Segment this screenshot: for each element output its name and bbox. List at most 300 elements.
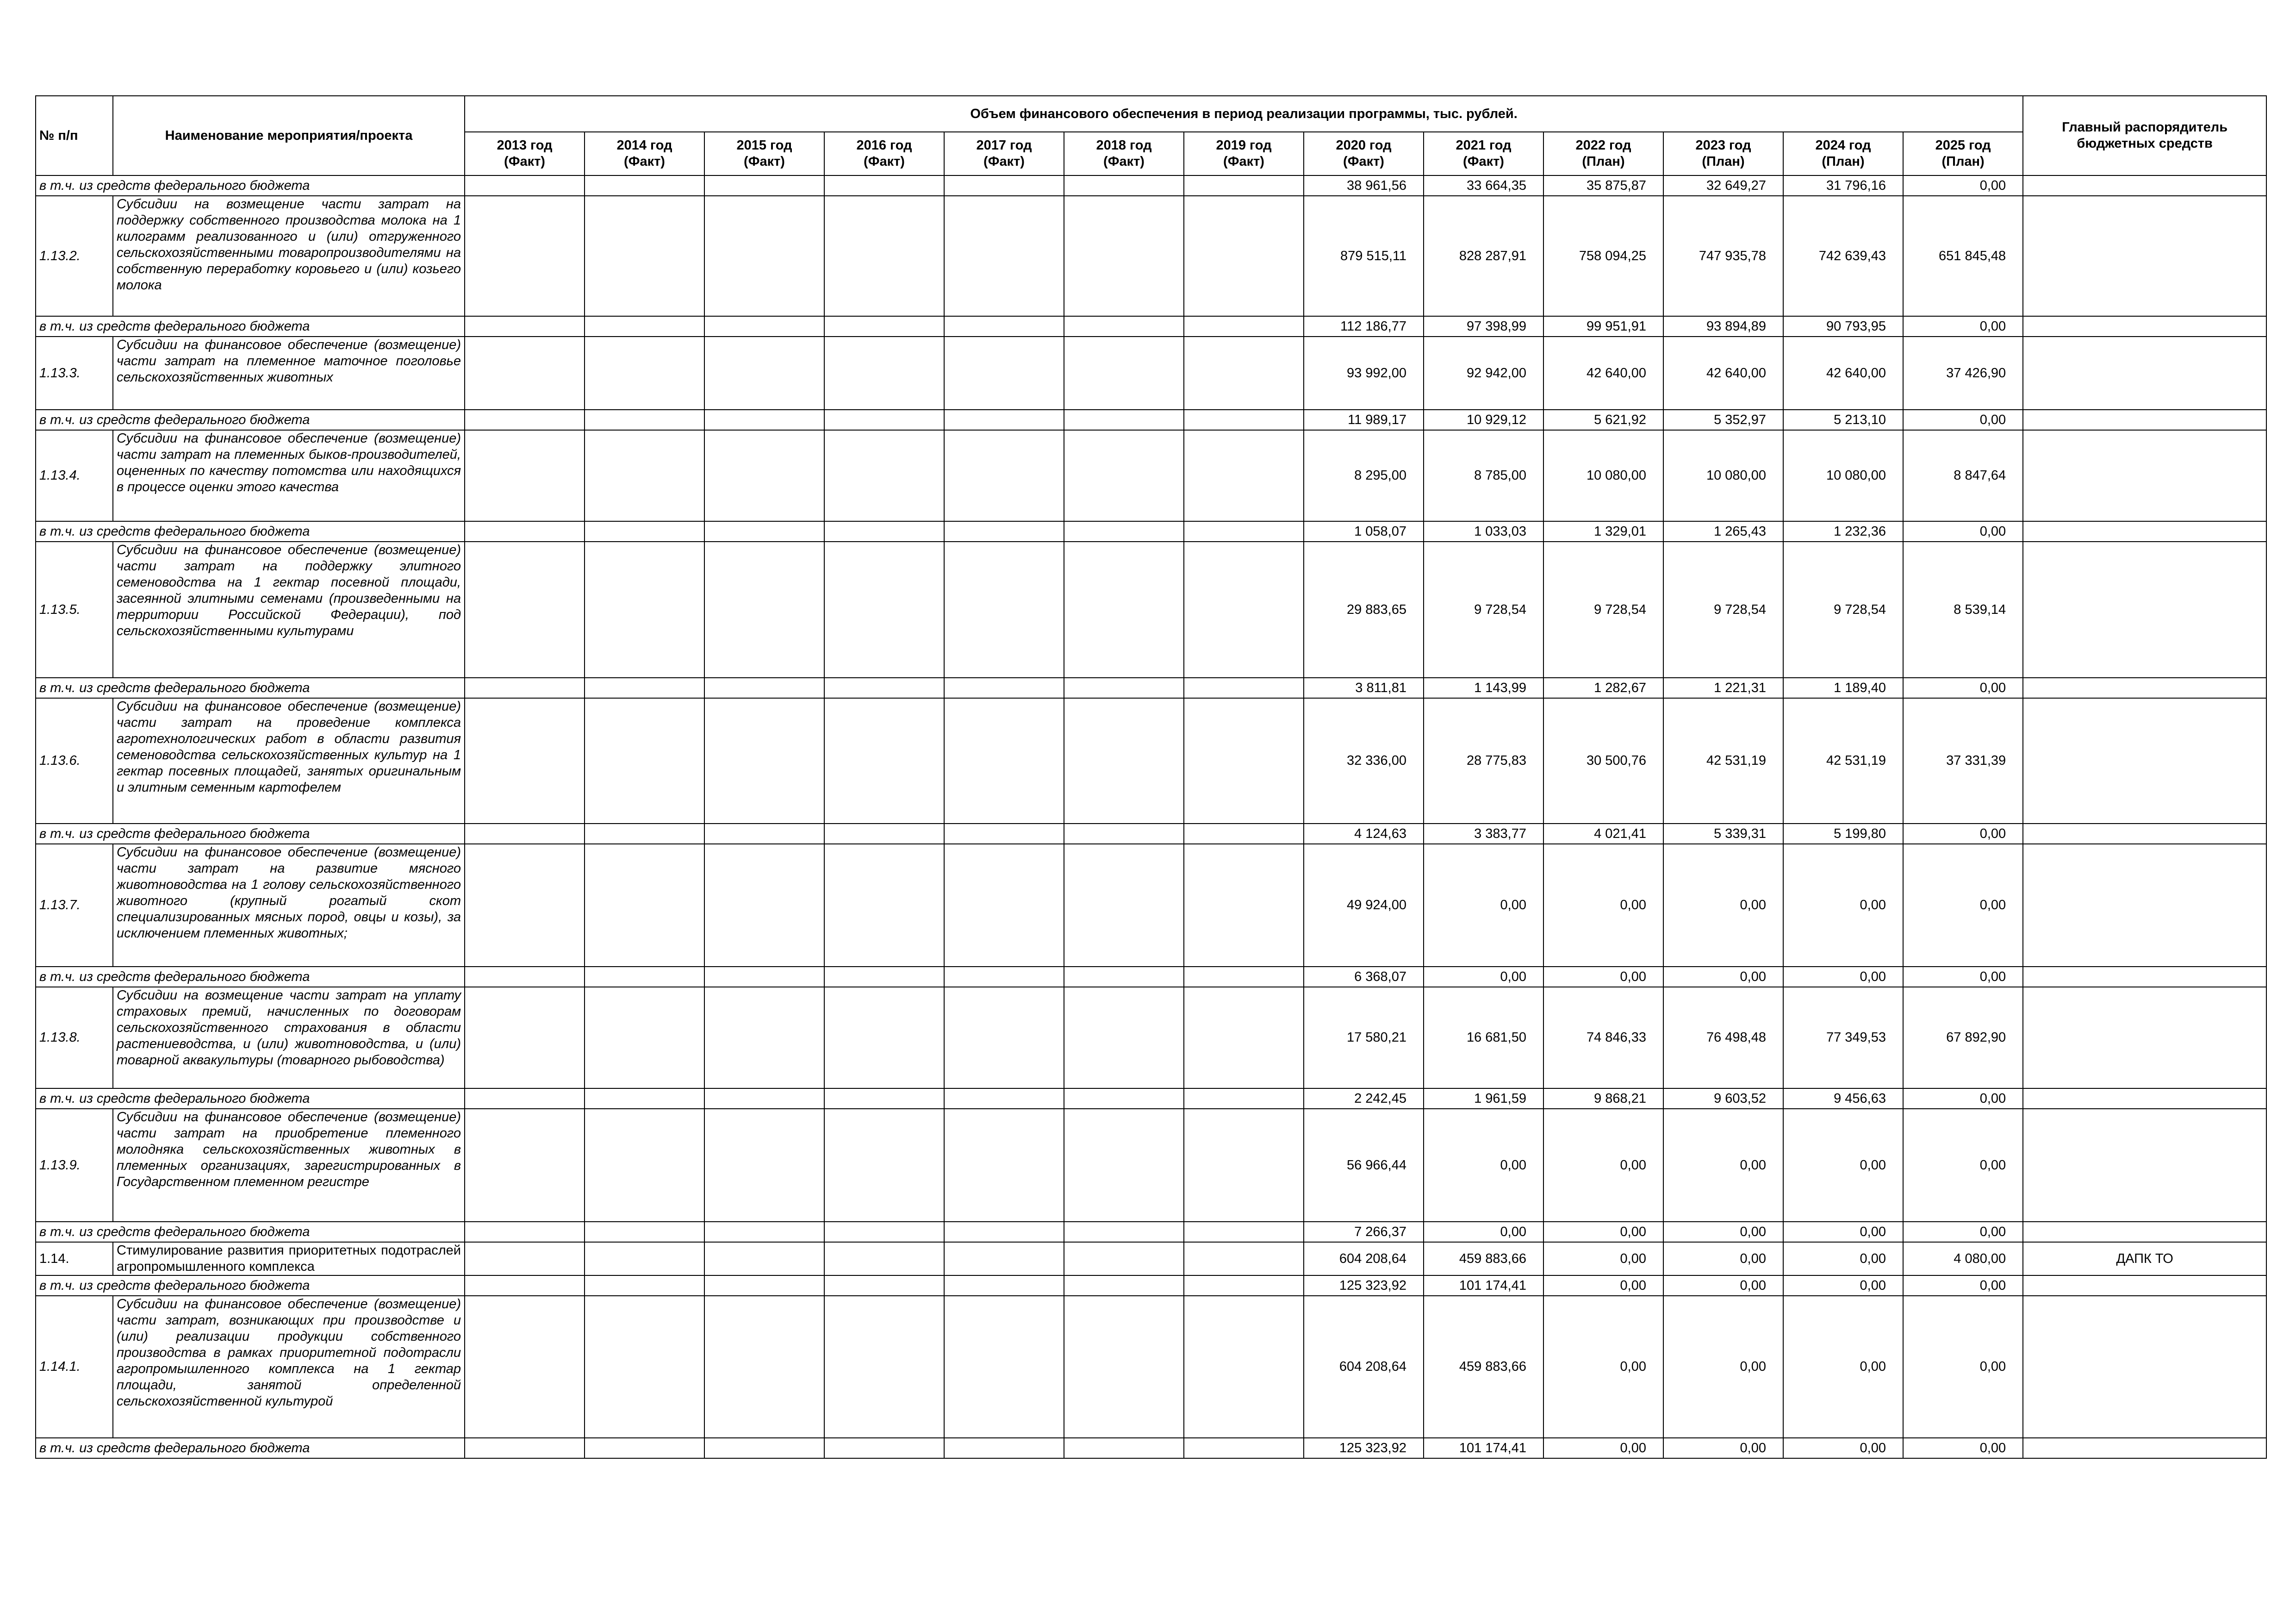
value-cell-2013 bbox=[465, 175, 585, 196]
value-cell-2019 bbox=[1184, 967, 1304, 987]
value-cell-2022: 0,00 bbox=[1543, 1109, 1663, 1222]
value-cell-2025: 0,00 bbox=[1903, 316, 2023, 337]
value-cell-2020: 7 266,37 bbox=[1304, 1222, 1424, 1242]
value-cell-2013 bbox=[465, 521, 585, 542]
header-year-kind: (Факт) bbox=[1103, 154, 1145, 169]
value-cell-2021: 28 775,83 bbox=[1424, 698, 1543, 824]
value-cell-2017 bbox=[944, 1222, 1064, 1242]
value-cell-2014 bbox=[585, 678, 704, 698]
value-cell-2019 bbox=[1184, 337, 1304, 410]
value-cell-2021: 9 728,54 bbox=[1424, 542, 1543, 678]
value-cell-2020: 2 242,45 bbox=[1304, 1088, 1424, 1109]
row-admin: ДАПК ТО bbox=[2023, 1242, 2266, 1275]
row-admin bbox=[2023, 1275, 2266, 1296]
value-cell-2023: 1 221,31 bbox=[1663, 678, 1783, 698]
value-cell-2023: 0,00 bbox=[1663, 1296, 1783, 1438]
value-cell-2024: 77 349,53 bbox=[1783, 987, 1903, 1088]
header-year-label: 2023 год bbox=[1695, 138, 1751, 153]
value-cell-2018 bbox=[1064, 1242, 1184, 1275]
value-cell-2022: 10 080,00 bbox=[1543, 430, 1663, 521]
value-cell-2021: 0,00 bbox=[1424, 844, 1543, 967]
value-cell-2025: 0,00 bbox=[1903, 1275, 2023, 1296]
federal-budget-row bbox=[36, 824, 2266, 844]
federal-budget-row bbox=[36, 175, 2266, 196]
value-cell-2015 bbox=[704, 1275, 824, 1296]
value-cell-2013 bbox=[465, 967, 585, 987]
header-year-6 bbox=[1184, 132, 1304, 175]
header-year-4 bbox=[944, 132, 1064, 175]
value-cell-2013 bbox=[465, 1222, 585, 1242]
row-admin bbox=[2023, 316, 2266, 337]
value-cell-2024: 31 796,16 bbox=[1783, 175, 1903, 196]
value-cell-2022: 0,00 bbox=[1543, 1242, 1663, 1275]
value-cell-2022: 0,00 bbox=[1543, 1438, 1663, 1458]
value-cell-2019 bbox=[1184, 196, 1304, 316]
value-cell-2015 bbox=[704, 521, 824, 542]
header-year-label: 2025 год bbox=[1935, 138, 1991, 153]
value-cell-2022: 9 868,21 bbox=[1543, 1088, 1663, 1109]
value-cell-2024: 1 232,36 bbox=[1783, 521, 1903, 542]
value-cell-2017 bbox=[944, 521, 1064, 542]
value-cell-2017 bbox=[944, 542, 1064, 678]
value-cell-2014 bbox=[585, 1296, 704, 1438]
value-cell-2015 bbox=[704, 337, 824, 410]
value-cell-2017 bbox=[944, 1242, 1064, 1275]
value-cell-2020: 93 992,00 bbox=[1304, 337, 1424, 410]
row-admin bbox=[2023, 1109, 2266, 1222]
value-cell-2025: 8 847,64 bbox=[1903, 430, 2023, 521]
value-cell-2014 bbox=[585, 1222, 704, 1242]
value-cell-2021: 1 033,03 bbox=[1424, 521, 1543, 542]
row-code: 1.13.7. bbox=[36, 844, 113, 967]
value-cell-2016 bbox=[824, 698, 944, 824]
table-row bbox=[36, 1109, 2266, 1222]
value-cell-2024: 9 728,54 bbox=[1783, 542, 1903, 678]
value-cell-2014 bbox=[585, 1275, 704, 1296]
header-year-kind: (План) bbox=[1702, 154, 1745, 169]
value-cell-2016 bbox=[824, 542, 944, 678]
value-cell-2022: 758 094,25 bbox=[1543, 196, 1663, 316]
federal-budget-row bbox=[36, 1222, 2266, 1242]
value-cell-2016 bbox=[824, 1275, 944, 1296]
header-year-kind: (План) bbox=[1582, 154, 1625, 169]
value-cell-2024: 0,00 bbox=[1783, 844, 1903, 967]
value-cell-2017 bbox=[944, 175, 1064, 196]
value-cell-2025: 67 892,90 bbox=[1903, 987, 2023, 1088]
row-admin bbox=[2023, 175, 2266, 196]
value-cell-2023: 32 649,27 bbox=[1663, 175, 1783, 196]
value-cell-2016 bbox=[824, 678, 944, 698]
value-cell-2014 bbox=[585, 1109, 704, 1222]
value-cell-2016 bbox=[824, 967, 944, 987]
value-cell-2015 bbox=[704, 824, 824, 844]
value-cell-2021: 0,00 bbox=[1424, 967, 1543, 987]
header-year-label: 2015 год bbox=[736, 138, 792, 153]
value-cell-2023: 42 531,19 bbox=[1663, 698, 1783, 824]
value-cell-2025: 0,00 bbox=[1903, 678, 2023, 698]
table-row bbox=[36, 1242, 2266, 1275]
value-cell-2013 bbox=[465, 1296, 585, 1438]
value-cell-2013 bbox=[465, 542, 585, 678]
header-year-0 bbox=[465, 132, 585, 175]
header-year-kind: (Факт) bbox=[864, 154, 905, 169]
row-admin bbox=[2023, 196, 2266, 316]
value-cell-2017 bbox=[944, 698, 1064, 824]
header-year-label: 2022 год bbox=[1575, 138, 1631, 153]
value-cell-2014 bbox=[585, 521, 704, 542]
value-cell-2020: 3 811,81 bbox=[1304, 678, 1424, 698]
value-cell-2018 bbox=[1064, 410, 1184, 430]
value-cell-2016 bbox=[824, 1438, 944, 1458]
value-cell-2023: 76 498,48 bbox=[1663, 987, 1783, 1088]
header-year-label: 2017 год bbox=[976, 138, 1032, 153]
value-cell-2018 bbox=[1064, 678, 1184, 698]
row-name: Стимулирование развития приоритетных подотраслей агропромышленного комплекса bbox=[113, 1242, 465, 1275]
value-cell-2021: 828 287,91 bbox=[1424, 196, 1543, 316]
value-cell-2024: 42 640,00 bbox=[1783, 337, 1903, 410]
value-cell-2023: 0,00 bbox=[1663, 1222, 1783, 1242]
value-cell-2015 bbox=[704, 1296, 824, 1438]
value-cell-2020: 112 186,77 bbox=[1304, 316, 1424, 337]
table-row bbox=[36, 542, 2266, 678]
header-year-12 bbox=[1903, 132, 2023, 175]
value-cell-2016 bbox=[824, 337, 944, 410]
value-cell-2013 bbox=[465, 698, 585, 824]
row-name: Субсидии на финансовое обеспечение (возмещение) части затрат на поддержку элитного семеноводства на 1 гектар посевной площади, засеянной элитными семенами (произведенными на территории Российской Федерации), под сельскохозяйственными культурами bbox=[113, 542, 465, 678]
value-cell-2021: 0,00 bbox=[1424, 1222, 1543, 1242]
header-year-label: 2016 год bbox=[856, 138, 912, 153]
row-admin bbox=[2023, 1438, 2266, 1458]
value-cell-2017 bbox=[944, 337, 1064, 410]
value-cell-2021: 16 681,50 bbox=[1424, 987, 1543, 1088]
header-year-kind: (Факт) bbox=[1343, 154, 1384, 169]
value-cell-2016 bbox=[824, 1242, 944, 1275]
value-cell-2020: 8 295,00 bbox=[1304, 430, 1424, 521]
value-cell-2023: 93 894,89 bbox=[1663, 316, 1783, 337]
value-cell-2013 bbox=[465, 987, 585, 1088]
value-cell-2024: 42 531,19 bbox=[1783, 698, 1903, 824]
value-cell-2018 bbox=[1064, 844, 1184, 967]
value-cell-2024: 0,00 bbox=[1783, 1275, 1903, 1296]
value-cell-2016 bbox=[824, 1088, 944, 1109]
value-cell-2014 bbox=[585, 316, 704, 337]
row-admin bbox=[2023, 430, 2266, 521]
value-cell-2024: 0,00 bbox=[1783, 1296, 1903, 1438]
federal-budget-label: в т.ч. из средств федерального бюджета bbox=[36, 678, 465, 698]
row-admin bbox=[2023, 1088, 2266, 1109]
value-cell-2015 bbox=[704, 1088, 824, 1109]
value-cell-2018 bbox=[1064, 1088, 1184, 1109]
value-cell-2015 bbox=[704, 175, 824, 196]
value-cell-2014 bbox=[585, 175, 704, 196]
federal-budget-row bbox=[36, 1438, 2266, 1458]
value-cell-2014 bbox=[585, 1088, 704, 1109]
value-cell-2024: 742 639,43 bbox=[1783, 196, 1903, 316]
value-cell-2017 bbox=[944, 678, 1064, 698]
value-cell-2015 bbox=[704, 987, 824, 1088]
value-cell-2014 bbox=[585, 337, 704, 410]
federal-budget-label: в т.ч. из средств федерального бюджета bbox=[36, 824, 465, 844]
value-cell-2020: 125 323,92 bbox=[1304, 1275, 1424, 1296]
value-cell-2017 bbox=[944, 1109, 1064, 1222]
header-year-label: 2020 год bbox=[1336, 138, 1392, 153]
value-cell-2019 bbox=[1184, 698, 1304, 824]
value-cell-2015 bbox=[704, 1222, 824, 1242]
value-cell-2024: 0,00 bbox=[1783, 967, 1903, 987]
value-cell-2023: 9 728,54 bbox=[1663, 542, 1783, 678]
row-code: 1.13.6. bbox=[36, 698, 113, 824]
value-cell-2016 bbox=[824, 987, 944, 1088]
header-year-label: 2019 год bbox=[1216, 138, 1272, 153]
value-cell-2013 bbox=[465, 337, 585, 410]
header-year-11 bbox=[1783, 132, 1903, 175]
row-code: 1.13.2. bbox=[36, 196, 113, 316]
value-cell-2013 bbox=[465, 316, 585, 337]
value-cell-2018 bbox=[1064, 175, 1184, 196]
value-cell-2018 bbox=[1064, 1222, 1184, 1242]
value-cell-2025: 0,00 bbox=[1903, 1296, 2023, 1438]
row-admin bbox=[2023, 987, 2266, 1088]
value-cell-2014 bbox=[585, 542, 704, 678]
value-cell-2022: 0,00 bbox=[1543, 1222, 1663, 1242]
value-cell-2015 bbox=[704, 196, 824, 316]
header-year-9 bbox=[1543, 132, 1663, 175]
value-cell-2018 bbox=[1064, 337, 1184, 410]
federal-budget-label: в т.ч. из средств федерального бюджета bbox=[36, 967, 465, 987]
value-cell-2021: 8 785,00 bbox=[1424, 430, 1543, 521]
value-cell-2013 bbox=[465, 1088, 585, 1109]
value-cell-2022: 1 329,01 bbox=[1543, 521, 1663, 542]
value-cell-2014 bbox=[585, 1438, 704, 1458]
value-cell-2015 bbox=[704, 1109, 824, 1222]
header-year-kind: (Факт) bbox=[744, 154, 785, 169]
value-cell-2018 bbox=[1064, 1275, 1184, 1296]
value-cell-2019 bbox=[1184, 824, 1304, 844]
row-code: 1.13.9. bbox=[36, 1109, 113, 1222]
value-cell-2017 bbox=[944, 1275, 1064, 1296]
value-cell-2021: 97 398,99 bbox=[1424, 316, 1543, 337]
value-cell-2018 bbox=[1064, 698, 1184, 824]
value-cell-2013 bbox=[465, 410, 585, 430]
header-year-3 bbox=[824, 132, 944, 175]
value-cell-2018 bbox=[1064, 987, 1184, 1088]
table-row bbox=[36, 337, 2266, 410]
value-cell-2018 bbox=[1064, 196, 1184, 316]
value-cell-2023: 0,00 bbox=[1663, 1109, 1783, 1222]
value-cell-2022: 5 621,92 bbox=[1543, 410, 1663, 430]
value-cell-2024: 5 213,10 bbox=[1783, 410, 1903, 430]
value-cell-2022: 4 021,41 bbox=[1543, 824, 1663, 844]
header-year-label: 2021 год bbox=[1456, 138, 1512, 153]
value-cell-2020: 11 989,17 bbox=[1304, 410, 1424, 430]
value-cell-2025: 0,00 bbox=[1903, 521, 2023, 542]
value-cell-2024: 0,00 bbox=[1783, 1438, 1903, 1458]
value-cell-2020: 6 368,07 bbox=[1304, 967, 1424, 987]
value-cell-2018 bbox=[1064, 1438, 1184, 1458]
value-cell-2017 bbox=[944, 824, 1064, 844]
value-cell-2023: 0,00 bbox=[1663, 1275, 1783, 1296]
header-year-kind: (План) bbox=[1941, 154, 1985, 169]
value-cell-2024: 0,00 bbox=[1783, 1222, 1903, 1242]
value-cell-2013 bbox=[465, 1242, 585, 1275]
value-cell-2021: 92 942,00 bbox=[1424, 337, 1543, 410]
table-row bbox=[36, 698, 2266, 824]
value-cell-2019 bbox=[1184, 542, 1304, 678]
value-cell-2025: 37 331,39 bbox=[1903, 698, 2023, 824]
value-cell-2022: 99 951,91 bbox=[1543, 316, 1663, 337]
value-cell-2013 bbox=[465, 196, 585, 316]
value-cell-2022: 1 282,67 bbox=[1543, 678, 1663, 698]
value-cell-2024: 9 456,63 bbox=[1783, 1088, 1903, 1109]
value-cell-2016 bbox=[824, 410, 944, 430]
value-cell-2023: 5 339,31 bbox=[1663, 824, 1783, 844]
value-cell-2020: 56 966,44 bbox=[1304, 1109, 1424, 1222]
value-cell-2019 bbox=[1184, 1275, 1304, 1296]
federal-budget-label: в т.ч. из средств федерального бюджета bbox=[36, 410, 465, 430]
value-cell-2015 bbox=[704, 678, 824, 698]
value-cell-2025: 4 080,00 bbox=[1903, 1242, 2023, 1275]
value-cell-2019 bbox=[1184, 175, 1304, 196]
header-name: Наименование мероприятия/проекта bbox=[113, 96, 465, 175]
row-code: 1.13.8. bbox=[36, 987, 113, 1088]
value-cell-2014 bbox=[585, 410, 704, 430]
value-cell-2015 bbox=[704, 1242, 824, 1275]
header-year-5 bbox=[1064, 132, 1184, 175]
value-cell-2016 bbox=[824, 824, 944, 844]
row-name: Субсидии на возмещение части затрат на поддержку собственного производства молока на 1 килограмм реализованного и (или) отгруженного сельскохозяйственными товаропроизводителями на собственную переработку коровьего и (или) козьего молока bbox=[113, 196, 465, 316]
value-cell-2019 bbox=[1184, 1109, 1304, 1222]
header-year-8 bbox=[1424, 132, 1543, 175]
row-admin bbox=[2023, 967, 2266, 987]
value-cell-2022: 9 728,54 bbox=[1543, 542, 1663, 678]
row-admin bbox=[2023, 698, 2266, 824]
value-cell-2017 bbox=[944, 1438, 1064, 1458]
header-year-kind: (Факт) bbox=[504, 154, 545, 169]
value-cell-2023: 10 080,00 bbox=[1663, 430, 1783, 521]
value-cell-2021: 33 664,35 bbox=[1424, 175, 1543, 196]
table-row bbox=[36, 987, 2266, 1088]
value-cell-2017 bbox=[944, 196, 1064, 316]
value-cell-2017 bbox=[944, 410, 1064, 430]
value-cell-2013 bbox=[465, 678, 585, 698]
header-funding: Объем финансового обеспечения в период реализации программы, тыс. рублей. bbox=[465, 96, 2023, 132]
value-cell-2025: 0,00 bbox=[1903, 1222, 2023, 1242]
budget-table-sheet bbox=[35, 95, 2266, 1459]
federal-budget-label: в т.ч. из средств федерального бюджета bbox=[36, 175, 465, 196]
value-cell-2022: 0,00 bbox=[1543, 1275, 1663, 1296]
federal-budget-row bbox=[36, 521, 2266, 542]
row-admin bbox=[2023, 824, 2266, 844]
value-cell-2019 bbox=[1184, 316, 1304, 337]
header-year-label: 2013 год bbox=[497, 138, 553, 153]
value-cell-2014 bbox=[585, 196, 704, 316]
value-cell-2020: 4 124,63 bbox=[1304, 824, 1424, 844]
value-cell-2024: 0,00 bbox=[1783, 1242, 1903, 1275]
table-row bbox=[36, 430, 2266, 521]
row-name: Субсидии на финансовое обеспечение (возмещение) части затрат на племенное маточное поголовье сельскохозяйственных животных bbox=[113, 337, 465, 410]
value-cell-2025: 0,00 bbox=[1903, 1109, 2023, 1222]
row-code: 1.13.5. bbox=[36, 542, 113, 678]
value-cell-2017 bbox=[944, 844, 1064, 967]
header-year-2 bbox=[704, 132, 824, 175]
value-cell-2018 bbox=[1064, 542, 1184, 678]
value-cell-2019 bbox=[1184, 987, 1304, 1088]
value-cell-2018 bbox=[1064, 521, 1184, 542]
row-name: Субсидии на финансовое обеспечение (возмещение) части затрат на развитие мясного животноводства на 1 голову сельскохозяйственного животного (крупный рогатый скот специализированных мясных пород, овцы и козы), за исключением племенных животных; bbox=[113, 844, 465, 967]
value-cell-2023: 42 640,00 bbox=[1663, 337, 1783, 410]
value-cell-2019 bbox=[1184, 844, 1304, 967]
row-admin bbox=[2023, 337, 2266, 410]
value-cell-2022: 0,00 bbox=[1543, 1296, 1663, 1438]
value-cell-2021: 101 174,41 bbox=[1424, 1438, 1543, 1458]
value-cell-2022: 74 846,33 bbox=[1543, 987, 1663, 1088]
header-year-label: 2014 год bbox=[616, 138, 672, 153]
value-cell-2023: 9 603,52 bbox=[1663, 1088, 1783, 1109]
federal-budget-row bbox=[36, 410, 2266, 430]
value-cell-2019 bbox=[1184, 678, 1304, 698]
value-cell-2013 bbox=[465, 844, 585, 967]
value-cell-2022: 0,00 bbox=[1543, 967, 1663, 987]
value-cell-2025: 651 845,48 bbox=[1903, 196, 2023, 316]
value-cell-2015 bbox=[704, 844, 824, 967]
value-cell-2013 bbox=[465, 1275, 585, 1296]
value-cell-2014 bbox=[585, 1242, 704, 1275]
value-cell-2014 bbox=[585, 698, 704, 824]
row-admin bbox=[2023, 844, 2266, 967]
header-year-kind: (Факт) bbox=[1223, 154, 1264, 169]
value-cell-2013 bbox=[465, 824, 585, 844]
value-cell-2023: 5 352,97 bbox=[1663, 410, 1783, 430]
row-admin bbox=[2023, 1222, 2266, 1242]
value-cell-2016 bbox=[824, 1109, 944, 1222]
value-cell-2015 bbox=[704, 316, 824, 337]
row-code: 1.13.4. bbox=[36, 430, 113, 521]
value-cell-2013 bbox=[465, 1438, 585, 1458]
value-cell-2022: 35 875,87 bbox=[1543, 175, 1663, 196]
federal-budget-label: в т.ч. из средств федерального бюджета bbox=[36, 1222, 465, 1242]
value-cell-2021: 1 961,59 bbox=[1424, 1088, 1543, 1109]
value-cell-2017 bbox=[944, 1296, 1064, 1438]
value-cell-2017 bbox=[944, 430, 1064, 521]
value-cell-2023: 1 265,43 bbox=[1663, 521, 1783, 542]
header-year-7 bbox=[1304, 132, 1424, 175]
row-admin bbox=[2023, 521, 2266, 542]
federal-budget-label: в т.ч. из средств федерального бюджета bbox=[36, 521, 465, 542]
header-year-kind: (План) bbox=[1822, 154, 1865, 169]
value-cell-2024: 10 080,00 bbox=[1783, 430, 1903, 521]
federal-budget-label: в т.ч. из средств федерального бюджета bbox=[36, 316, 465, 337]
federal-budget-row bbox=[36, 316, 2266, 337]
value-cell-2019 bbox=[1184, 1242, 1304, 1275]
budget-table bbox=[35, 95, 2267, 1459]
header-admin: Главный распорядитель бюджетных средств bbox=[2023, 96, 2266, 175]
value-cell-2015 bbox=[704, 542, 824, 678]
value-cell-2025: 8 539,14 bbox=[1903, 542, 2023, 678]
value-cell-2018 bbox=[1064, 430, 1184, 521]
value-cell-2020: 604 208,64 bbox=[1304, 1296, 1424, 1438]
value-cell-2020: 125 323,92 bbox=[1304, 1438, 1424, 1458]
value-cell-2015 bbox=[704, 410, 824, 430]
header-year-label: 2018 год bbox=[1096, 138, 1152, 153]
value-cell-2023: 747 935,78 bbox=[1663, 196, 1783, 316]
header-year-10 bbox=[1663, 132, 1783, 175]
value-cell-2019 bbox=[1184, 410, 1304, 430]
value-cell-2020: 17 580,21 bbox=[1304, 987, 1424, 1088]
value-cell-2014 bbox=[585, 967, 704, 987]
row-code: 1.14.1. bbox=[36, 1296, 113, 1438]
value-cell-2015 bbox=[704, 1438, 824, 1458]
header-year-label: 2024 год bbox=[1815, 138, 1871, 153]
